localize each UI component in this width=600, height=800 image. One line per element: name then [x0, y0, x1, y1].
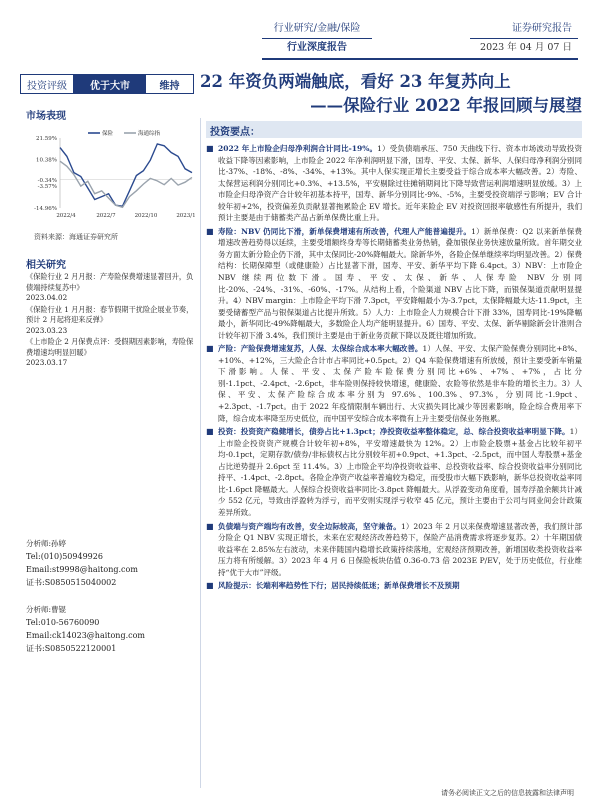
y-tick-label: -14.96% [34, 206, 57, 212]
keypoint-item [206, 580, 582, 592]
chart-source: 资料来源：海通证券研究所 [34, 233, 118, 241]
keypoint-detail: 1）新单保费：Q2 以来新单保费增速改善趋势得以延续，主要受增额终身寿等长期储蓄类业务热销，叠加银保业务快速放量所致。首年期交业务方面太新分险企仍下滑，其中太保同比-20%降幅最大。除新华外，各险企保单继续率均明显改善。2）保费结构：长期保障型（或健康险）占比显著下滑，国寿、平安、新华平均下降 6.4pct。3）NBV：上市险企 NBV 继续两位数下滑。国寿、平安、太保、新华、人保寿险 NBV 分别同比-20%、-24%、-31%、-60%、-17%。从结构上看，个险渠道 NBV 占比下降，而银保渠道贡献明显提升。4）NBV margin：上市险企平均下滑 7.3pct，平安降幅最小为-3.7pct，太保降幅最大达-11.9pct，主要受储蓄型产品与银保渠道占比提升所致。5）人力：上市险企人力规模合计下滑 33%，国寿同比-19%降幅最小，新华同比-49%降幅最大，多数险企人均产能明显提升。6）国寿、平安、太保、新华剔除新会计准则合计较年初下滑 3.4%，我们预计主要是由于新业务贡献下降以及既往增加所致。 [218, 226, 582, 340]
header-divider-left [262, 38, 372, 39]
keypoints-body [206, 143, 582, 594]
keypoint-lead: 风险提示：长端利率趋势性下行；居民持续低迷；新单保费增长不及预期 [218, 581, 460, 591]
keypoint-item [206, 521, 582, 579]
header-report-type: 行业深度报告 [287, 42, 347, 53]
analyst-name: 分析师:孙婷 [26, 539, 67, 548]
header-date: 2023 年 04 月 07 日 [480, 42, 572, 53]
series-line-index [60, 161, 192, 207]
bullet-icon: ■ [206, 343, 214, 354]
bullet-icon: ■ [206, 580, 214, 591]
keypoint-lead: 投资：投资资产稳健增长，债券占比+1.3pct；净投资收益率整体稳定，总、综合投资收益率明显下降。 [218, 427, 570, 437]
column-divider [200, 118, 201, 788]
rating-value: 优于大市 [74, 75, 146, 93]
keypoint-lead: 寿险：NBV 仍同比下滑，新单保费增速有所改善，代理人产能普遍提升。 [218, 226, 472, 236]
keypoint-lead: 产险：产险保费增速复苏，人保、太保综合成本率大幅改善。 [218, 344, 423, 354]
related-item[interactable] [26, 305, 194, 337]
keypoint-item [206, 343, 582, 424]
bullet-icon: ■ [206, 520, 214, 531]
analyst-contacts [26, 537, 194, 655]
x-tick-label: 2022/10 [134, 213, 158, 219]
rating-label: 投资评级 [21, 75, 74, 93]
keypoint-lead: 2022 年上市险企归母净利润合计同比-19%。 [218, 144, 378, 153]
y-tick-label: 21.59% [36, 136, 57, 142]
analyst-email[interactable]: Email:st9998@haitong.com [26, 565, 138, 574]
header-rule [262, 58, 578, 60]
investment-rating [20, 74, 194, 94]
analyst-email[interactable]: Email:ck14023@haitong.com [26, 631, 145, 640]
related-item[interactable] [26, 272, 194, 304]
market-performance-chart [26, 128, 196, 224]
related-item-title: 《保险行业 1 月月报：春节假期干扰险企展业节奏，预计 2 月起将迎来反弹》 [26, 304, 194, 324]
analyst-cert: 证书:S0850522120001 [26, 644, 117, 653]
related-item[interactable] [26, 337, 194, 369]
analyst-tel: Tel:010-56760090 [26, 618, 100, 627]
keypoint-text [218, 426, 582, 518]
keypoint-text [218, 343, 582, 424]
related-item-title: 《上市险企 2 月保费点评：受假期因素影响，寿险保费增速均明显回暖》 [26, 337, 194, 357]
related-item-date: 2023.04.02 [26, 293, 68, 302]
header-category: 行业研究/金融/保险 [273, 23, 361, 34]
y-tick-label: -0.34% [37, 178, 57, 184]
keypoint-detail: 1）人保、平安、太保产险保费分别同比+8%、+10%、+12%，三大险企合计市占率同比+0.5pct。2）Q4 车险保费增速有所放缓，预计主要受新车销量下滑影响。人保、平安、太保产险车险保费分别同比+6%、+7%、+7%，占比分别-1.1pct、-2.4pct、-2.6pct，非车险则保持较快增速，健康险、农险等依然是非车险的增长主力。3）人保、平安、太保产险综合成本率分别为 97.6%、100.3%、97.3%，分别同比-1.9pct、+2.3pct、-1.7pct。由于 2022 年疫情限制车辆出行、大灾损失同比减少等因素影响，险企综合费用率下降，综合成本率降至历史低位，而中国平安综合成本率微有上升主要受信保业务拖累。 [218, 344, 582, 423]
keypoints-bar [206, 121, 582, 138]
x-tick-label: 2022/7 [96, 213, 116, 219]
keypoint-detail: 1）2023 年 2 月以来保费增速显著改善，我们预计部分险企 Q1 NBV 实现正增长，未来在宏观经济改善趋势下，保险产品消费需求将逐步复苏。2）十年期国债收益率在 2.85%左右波动，未来伴随国内稳增长政策持续落地，宏观经济预期改善，新增国收类投资收益率压力将有所缓解。3）2023 年 4 月 6 日保险板块估值 0.36-0.73 倍 2023E P/EV，处于历史低位，行业维持“优于大市”评级。 [218, 521, 582, 577]
report-title-line2: ——保险行业 2022 年报回顾与展望 [310, 96, 582, 115]
analyst-tel: Tel:(010)50949926 [26, 552, 103, 561]
related-item-date: 2023.03.17 [26, 358, 68, 367]
keypoint-item [206, 426, 582, 518]
bullet-icon: ■ [206, 225, 214, 236]
bullet-icon: ■ [206, 143, 214, 153]
related-heading: 相关研究 [26, 260, 66, 271]
header-org-label: 证券研究报告 [512, 23, 572, 34]
keypoint-item [206, 226, 582, 341]
analyst-name: 分析师:曹锟 [26, 605, 67, 614]
keypoint-text [218, 143, 582, 224]
legend-label-insurance: 保险 [102, 131, 114, 137]
keypoint-text [218, 226, 582, 341]
report-title-line1: 22 年资负两端触底，看好 23 年复苏向上 [200, 72, 511, 91]
legend-label-index: 海通综指 [138, 131, 161, 137]
bullet-icon: ■ [206, 426, 214, 437]
keypoint-text [218, 580, 582, 592]
rating-status: 维持 [159, 80, 180, 92]
y-tick-label: -3.57% [37, 184, 57, 191]
keypoint-detail: 1）上市险企投资资产规模合计较年初+8%，平安增速最快为 12%。2）上市险企股票+基金占比较年初平均-0.1pct，定期存款/债券/非标债权占比分别较年初+0.9pct、+1.3pct、-2.5pct，而中国人寿股票+基金占比逆势提升 2.6pct 至 11.4%。3）上市险企平均净投资收益率、总投资收益率、综合投资收益率分别同比持平、-1.4pct、-2.8pct。各险企净资产收益率普遍较为稳定，而受股市大幅下跌影响，新华总投资收益率同比-1.6pct 降幅最大。人保综合投资收益率同比-3.8pct 降幅最大。从浮盈变动角度看，国寿浮盈余额共计减少 552 亿元，导致由浮盈转为浮亏，而平安则实现浮亏收窄 45 亿元，预计主要由于公司与同业间会计政策差异所致。 [218, 427, 582, 517]
analyst-cert: 证书:S0850515040002 [26, 578, 117, 587]
x-tick-label: 2022/4 [56, 213, 76, 219]
y-tick-label: 10.38% [36, 157, 57, 164]
x-tick-label: 2023/1 [176, 213, 196, 219]
keypoint-detail: 1）受负债端承压、750 天曲线下行、资本市场波动导致投资收益下降等因素影响，上市险企 2022 年净利润明显下滑，国寿、平安、太保、新华、人保归母净利润分别同比-37%、-18%、-8%、-34%、+13%。其中人保实现正增长主要受益于综合成本率大幅改善。2）寿险、太保营运利润分别同比+0.3%、+13.5%，平安剔除过往摊销期间比下降导致营运利润增速明显放缓。3）上市险企归母净资产合计较年初基本持平，国寿、新华分别同比-9%、-5%，主要受投资端浮亏影响；EV 合计较年初+2%，投资偏差负贡献显著拖累险企 EV 增长。近年来险企 EV 对投资回报率敏感性有所提升，我们预计主要是由于储蓄类产品占新单保费比重上升。 [218, 144, 582, 223]
header-divider-right [470, 38, 578, 39]
related-research-list [26, 272, 194, 370]
keypoints-label: 投资要点： [210, 127, 260, 138]
report-title [200, 70, 582, 118]
series-line-insurance [60, 144, 192, 206]
related-item-date: 2023.03.23 [26, 325, 68, 335]
keypoint-lead: 负债端与资产端均有改善，安全边际较高，坚守兼备。 [218, 521, 401, 531]
market-heading: 市场表现 [26, 111, 66, 122]
footer-disclaimer: 请务必阅读正文之后的信息披露和法律声明 [441, 789, 574, 797]
keypoint-text [218, 521, 582, 579]
keypoint-item [206, 143, 582, 224]
related-item-title: 《保险行业 2 月月报：产寿险保费增速显著回升，负债端持续复苏中》 [26, 272, 194, 292]
